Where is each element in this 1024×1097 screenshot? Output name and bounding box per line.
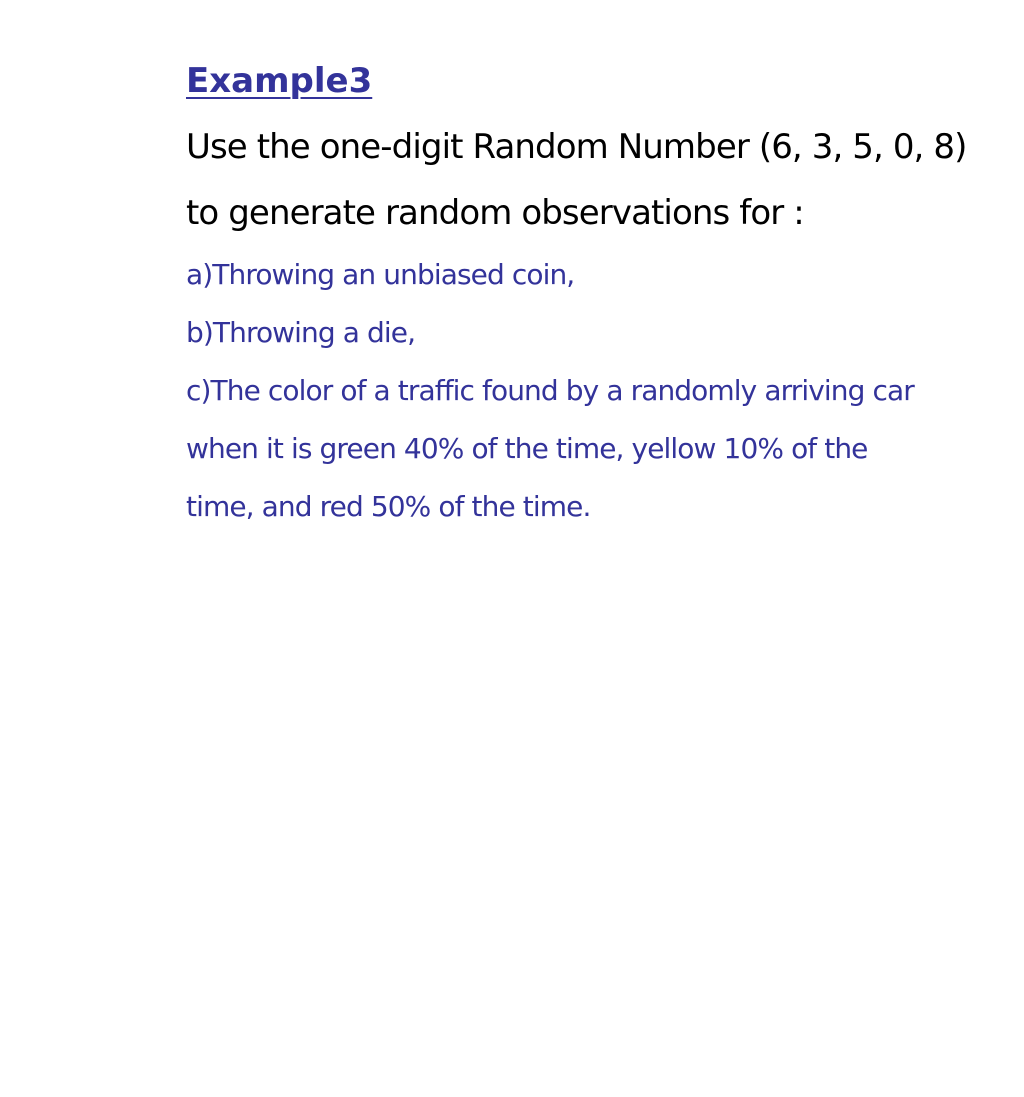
slide-title: Example3	[186, 61, 373, 101]
question-part-line: when it is green 40% of the time, yellow 10% of the	[186, 432, 868, 465]
question-part-b	[186, 304, 1016, 362]
question-part-line: time, and red 50% of the time.	[186, 490, 591, 523]
question-part-a	[186, 246, 1016, 304]
question-part-line: a)Throwing an unbiased coin,	[186, 258, 575, 291]
question-parts-list	[186, 246, 1016, 536]
question-part-c	[186, 362, 1016, 536]
question-part-line: b)Throwing a die,	[186, 316, 416, 349]
intro-line: to generate random observations for :	[186, 193, 804, 233]
slide-content	[186, 58, 1016, 536]
intro-line: Use the one-digit Random Number (6, 3, 5, 0, 8)	[186, 127, 967, 167]
intro-paragraph	[186, 114, 1016, 246]
question-part-line: c)The color of a traffic found by a randomly arriving car	[186, 374, 914, 407]
